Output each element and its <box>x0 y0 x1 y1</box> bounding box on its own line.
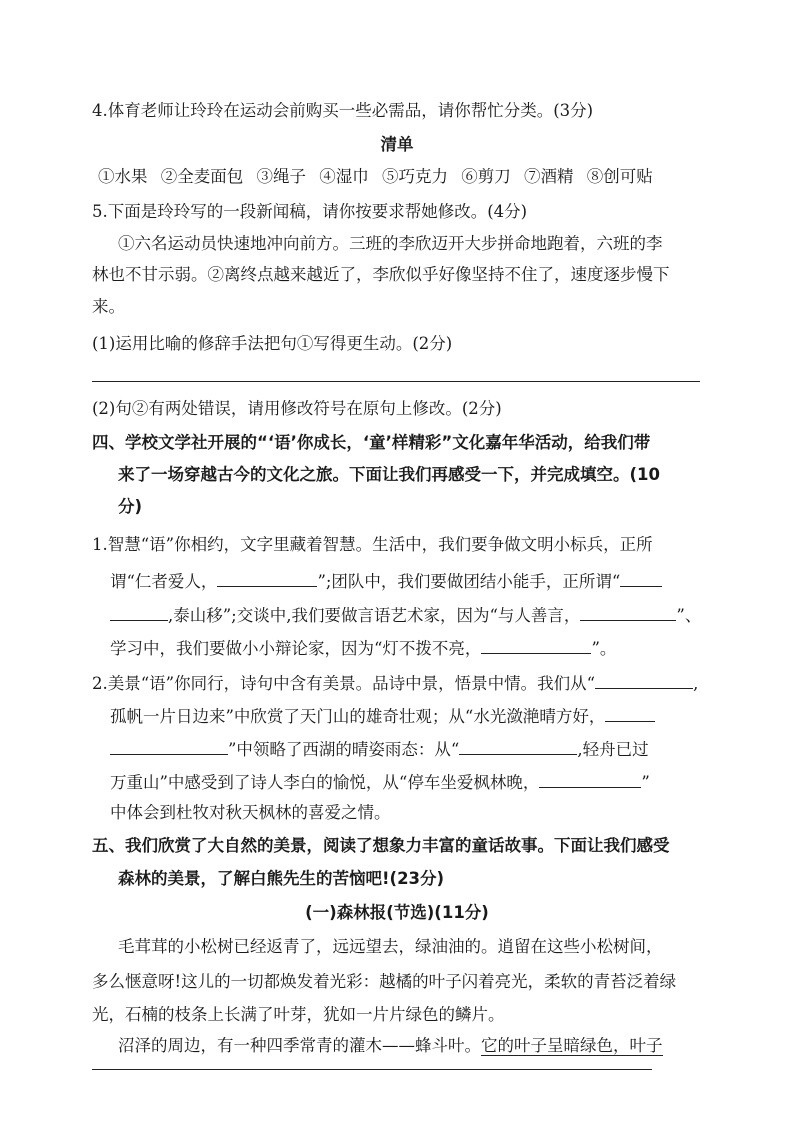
s4-q1-line-1: 1.智慧“语”你相约，文字里藏着智慧。生活中，我们要争做文明小标兵，正所 <box>92 535 653 554</box>
s4-q2-text: ” <box>641 773 650 792</box>
s4-q1-line-3 <box>110 602 701 627</box>
s4-q1-line-4 <box>110 635 616 660</box>
s4-q2-line-4 <box>110 769 650 794</box>
fill-blank[interactable] <box>110 736 228 755</box>
fill-blank[interactable] <box>595 670 693 689</box>
s4-q2-line-1 <box>92 670 698 695</box>
s4-q2-text: ,轻舟已过 <box>577 740 649 759</box>
passage-line-1: 毛茸茸的小松树已经返青了，远远望去，绿油油的。逍留在这些小松树间， <box>118 937 663 956</box>
s4-q2-text: 孤帆一片日边来”中欣赏了天门山的雄奇壮观；从“水光潋滟晴方好， <box>110 707 606 726</box>
s4-q1-text: ,泰山移”;交谈中,我们要做言语艺术家，因为“与人善言， <box>168 606 581 625</box>
s4-q1-text: ”;团队中，我们要做团结小能手，正所谓“ <box>317 572 621 591</box>
s4-q1-text: 谓“仁者爱人， <box>110 572 218 591</box>
s4-q2-text: 2.美景“语”你同行，诗句中含有美景。品诗中景，悟景中情。我们从“ <box>92 674 596 693</box>
passage-text: 沼泽的周边，有一种四季常青的灌木——蜂斗叶。 <box>118 1036 481 1055</box>
question-5-1: (1)运用比喻的修辞手法把句①写得更生动。(2分) <box>92 334 453 353</box>
passage-title: (一)森林报(节选)(11分) <box>305 903 489 922</box>
passage-line-4 <box>118 1035 663 1057</box>
question-5: 5.下面是玲玲写的一段新闻稿，请你按要求帮她修改。(4分) <box>92 202 528 221</box>
s4-q1-text: 学习中，我们要做小小辩论家，因为“灯不拨不亮， <box>110 639 482 658</box>
underlined-sentence: 它的叶子呈暗绿色，叶子 <box>481 1036 663 1055</box>
section-4-line-3: 分) <box>118 497 143 516</box>
passage-line-2: 多么惬意呀!这儿的一切都焕发着光彩：越橘的叶子闪着亮光，柔软的青苔泛着绿 <box>92 972 677 991</box>
s4-q2-text: 万重山”中感受到了诗人李白的愉悦，从“停车坐爱枫林晚， <box>110 773 540 792</box>
question-4: 4.体育老师让玲玲在运动会前购买一些必需品，请你帮忙分类。(3分) <box>92 101 594 120</box>
list-items: ①水果 ②全麦面包 ③绳子 ④湿巾 ⑤巧克力 ⑥剪刀 ⑦酒精 ⑧创可贴 <box>98 167 653 186</box>
answer-line[interactable] <box>92 381 700 382</box>
fill-blank[interactable] <box>110 602 168 621</box>
s4-q1-text: ”、 <box>676 606 702 625</box>
fill-blank[interactable] <box>605 703 655 722</box>
s4-q2-text: , <box>693 674 699 693</box>
list-title: 清单 <box>380 135 414 154</box>
s4-q2-text: ”中领略了西湖的晴姿雨态：从“ <box>228 740 460 759</box>
section-5-line-2: 森林的美景，了解白熊先生的苦恼吧!(23分) <box>118 869 445 888</box>
s4-q2-line-5: 中体会到杜牧对秋天枫林的喜爱之情。 <box>110 803 391 822</box>
fill-blank[interactable] <box>620 568 662 587</box>
s4-q2-line-3 <box>110 736 649 761</box>
news-line-3: 来。 <box>92 297 125 316</box>
section-4-line-1: 四、学校文学社开展的“‘语’你成长，‘童’样精彩”文化嘉年华活动，给我们带 <box>92 433 651 452</box>
question-5-2: (2)句②有两处错误，请用修改符号在原句上修改。(2分) <box>92 399 502 418</box>
fill-blank[interactable] <box>580 602 676 621</box>
fill-blank[interactable] <box>217 568 317 587</box>
s4-q1-line-2 <box>110 568 662 593</box>
section-4-line-2: 来了一场穿越古今的文化之旅。下面让我们再感受一下，并完成填空。(10 <box>118 465 661 484</box>
s4-q2-line-2 <box>110 703 655 728</box>
passage-line-3: 光，石楠的枝条上长满了叶芽，犹如一片片绿色的鳞片。 <box>92 1005 505 1024</box>
section-5-line-1: 五、我们欣赏了大自然的美景，阅读了想象力丰富的童话故事。下面让我们感受 <box>92 836 670 855</box>
fill-blank[interactable] <box>481 635 591 654</box>
fill-blank[interactable] <box>459 736 577 755</box>
s4-q1-text: ”。 <box>591 639 617 658</box>
fill-blank[interactable] <box>539 769 641 788</box>
news-line-2: 林也不甘示弱。②离终点越来越近了，李欣似乎好像坚持不住了，速度逐步慢下 <box>92 265 670 284</box>
bottom-rule <box>92 1069 652 1070</box>
news-line-1: ①六名运动员快速地冲向前方。三班的李欣迈开大步拼命地跑着，六班的李 <box>118 234 663 253</box>
